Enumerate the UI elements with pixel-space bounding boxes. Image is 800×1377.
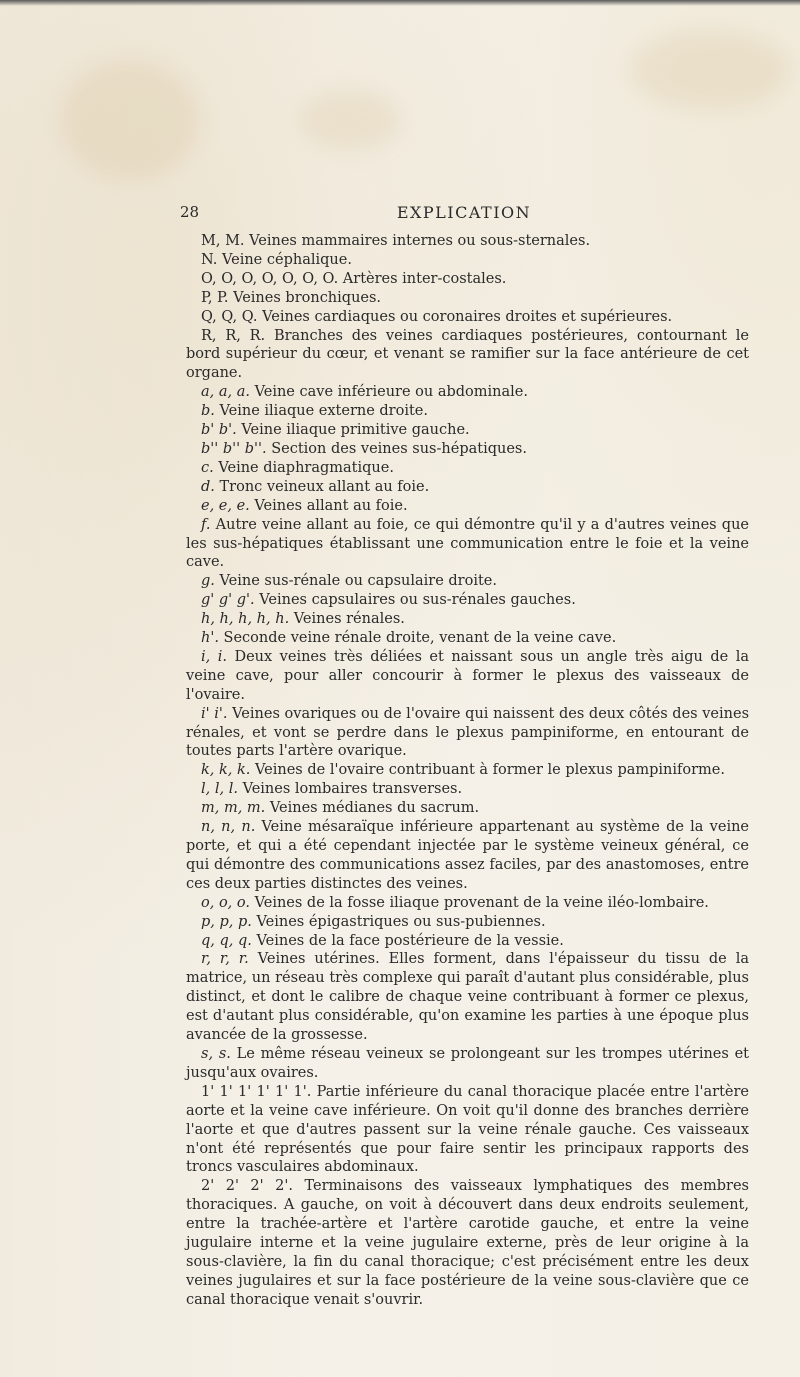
legend-description: Veines utérines. Elles forment, dans l'épaisseur du tissu de la matrice, un réseau très complexe qui paraît d'autant plus considérable, plus distinct, et dont le calibre de chaque veine contribuant à former ce plexus, est d'autant plus considérable, qu'on examine les parties à une époque plus avancée de la grossesse. xyxy=(186,951,750,1044)
legend-description: Section des veines sus-hépatiques. xyxy=(266,440,527,457)
legend-entry xyxy=(186,1177,749,1309)
legend-entry xyxy=(186,478,749,497)
legend-key: r, r, r. xyxy=(201,951,249,968)
legend-key: b'' b'' b''. xyxy=(201,440,267,457)
legend-description: Veines rénales. xyxy=(289,611,405,628)
running-title: EXPLICATION xyxy=(396,203,532,222)
legend-description: Veines capsulaires ou sus-rénales gauches. xyxy=(254,592,576,609)
legend-key: d. xyxy=(201,478,215,495)
legend-key: h'. xyxy=(201,630,219,647)
legend-description: Autre veine allant au foie, ce qui démontre qu'il y a d'autres veines que les sus-hépatiques établissant une communication entre le foie et la veine cave. xyxy=(186,516,749,571)
legend-description: Veines de la fosse iliaque provenant de la veine iléo-lombaire. xyxy=(249,894,709,911)
legend-entry xyxy=(186,516,749,573)
legend-entry xyxy=(186,1045,749,1083)
legend-key: a, a, a. xyxy=(201,384,250,401)
legend-key: P, P. xyxy=(201,289,229,306)
legend-entry xyxy=(186,289,749,308)
legend-key: M, M. xyxy=(201,233,245,249)
legend-key: i, i. xyxy=(201,648,227,665)
page-number: 28 xyxy=(180,203,200,221)
legend-description: Artères inter-costales. xyxy=(338,270,507,287)
legend-key: e, e, e. xyxy=(201,497,250,514)
legend-description: Partie inférieure du canal thoracique placée entre l'artère aorte et la veine cave inférieure. On voit qu'il donne des branches derrière l'aorte et que d'autres passent sur la veine rénale gauche. Ces vaisseaux n'ont été représentés que pour faire sentir les principaux rapports des troncs vasculaires abdominaux. xyxy=(186,1083,749,1176)
legend-entry xyxy=(186,818,749,894)
legend-entry xyxy=(186,327,749,384)
legend-key: m, m, m. xyxy=(201,800,266,817)
legend-entry xyxy=(186,913,749,932)
legend-description: Veines ovariques ou de l'ovaire qui naissent des deux côtés des veines rénales, et vont se perdre dans le plexus pampiniforme, en entourant de toutes parts l'artère ovarique. xyxy=(186,705,750,760)
legend-entry xyxy=(186,629,749,648)
legend-description: Veines cardiaques ou coronaires droites et supérieures. xyxy=(257,308,673,325)
legend-key: N. xyxy=(201,251,218,268)
legend-description: Veines bronchiques. xyxy=(228,289,382,306)
legend-key: g' g' g'. xyxy=(201,592,255,609)
legend-description: Veines médianes du sacrum. xyxy=(265,800,480,817)
legend-description: Deux veines très déliées et naissant sous un angle très aigu de la veine cave, pour aller concourir à former le plexus des vaisseaux de l'ovaire. xyxy=(186,648,749,703)
legend-description: Veines de la face postérieure de la vessie. xyxy=(251,932,564,949)
legend-description: Veines allant au foie. xyxy=(249,497,408,514)
legend-description: Seconde veine rénale droite, venant de la veine cave. xyxy=(218,630,617,647)
foxing-stain xyxy=(300,90,400,150)
legend-entry xyxy=(186,950,749,1045)
legend-entry xyxy=(186,894,749,913)
legend-description: Veine sus-rénale ou capsulaire droite. xyxy=(214,573,497,590)
legend-key: q, q, q. xyxy=(201,932,252,949)
legend-description: Veines lombaires transverses. xyxy=(237,781,463,798)
legend-key: O, O, O, O, O, O, O. xyxy=(201,270,339,287)
legend-entry xyxy=(186,402,749,421)
foxing-stain xyxy=(60,60,200,180)
legend-key: l, l, l. xyxy=(201,781,238,798)
legend-entry xyxy=(186,497,749,516)
legend-key: i' i'. xyxy=(201,705,228,722)
legend-entry xyxy=(186,705,749,762)
legend-entry xyxy=(186,932,749,951)
page-header xyxy=(180,203,748,225)
legend-description: Veine iliaque externe droite. xyxy=(214,403,428,420)
legend-entry xyxy=(186,761,749,780)
legend-description: Tronc veineux allant au foie. xyxy=(214,478,430,495)
legend-entry xyxy=(186,308,749,327)
legend-key: b' b'. xyxy=(201,422,237,439)
legend-key: f. xyxy=(201,516,211,533)
legend-entry xyxy=(186,251,749,270)
legend-entry xyxy=(186,440,749,459)
legend-key: k, k, k. xyxy=(201,762,251,779)
legend-key: R, R, R. xyxy=(201,327,266,344)
legend-description: Veine céphalique. xyxy=(217,251,352,268)
legend-key: n, n, n. xyxy=(201,819,256,836)
explication-text xyxy=(186,232,749,1310)
legend-entry xyxy=(186,610,749,629)
legend-description: Veine mésaraïque inférieure appartenant au système de la veine porte, et qui a été cependant injectée par le système veineux général, ce qui démontre des communications assez faciles, par des anastomoses, entre ces deux parties distinctes des veines. xyxy=(186,819,750,892)
page-top-edge xyxy=(0,0,800,6)
legend-key: 2' 2' 2' 2'. xyxy=(201,1178,293,1195)
legend-description: Terminaisons des vaisseaux lymphatiques des membres thoraciques. A gauche, on voit à découvert dans deux endroits seulement, entre la trachée-artère et l'artère carotide gauche, et entre la veine jugulaire interne et la veine jugulaire externe, près de leur origine à la sous-clavière, la fin du canal thoracique; c'est précisément entre les deux veines jugulaires et sur la face postérieure de la veine sous-clavière que ce canal thoracique venait s'ouvrir. xyxy=(186,1178,749,1308)
legend-entry xyxy=(186,799,749,818)
legend-description: Veine cave inférieure ou abdominale. xyxy=(249,384,528,401)
legend-key: Q, Q, Q. xyxy=(201,308,258,325)
legend-description: Le même réseau veineux se prolongeant sur les trompes utérines et jusqu'aux ovaires. xyxy=(186,1045,750,1081)
legend-entry xyxy=(186,421,749,440)
legend-description: Veine iliaque primitive gauche. xyxy=(236,422,470,439)
legend-entry xyxy=(186,232,749,251)
legend-entry xyxy=(186,780,749,799)
legend-key: b. xyxy=(201,403,215,420)
legend-description: Veines mammaires internes ou sous-sternales. xyxy=(244,233,591,249)
foxing-stain xyxy=(630,30,790,110)
legend-entry xyxy=(186,270,749,289)
legend-entry xyxy=(186,572,749,591)
legend-key: h, h, h, h, h. xyxy=(201,611,290,628)
legend-entry xyxy=(186,1083,749,1178)
legend-entry xyxy=(186,648,749,705)
legend-description: Veine diaphragmatique. xyxy=(213,459,394,476)
legend-key: g. xyxy=(201,573,215,590)
legend-entry xyxy=(186,591,749,610)
legend-key: s, s. xyxy=(201,1045,231,1062)
legend-key: c. xyxy=(201,459,214,476)
legend-description: Branches des veines cardiaques postérieures, contournant le bord supérieur du cœur, et venant se ramifier sur la face antérieure de cet organe. xyxy=(186,327,749,382)
legend-entry xyxy=(186,383,749,402)
legend-description: Veines de l'ovaire contribuant à former le plexus pampiniforme. xyxy=(250,762,725,779)
legend-description: Veines épigastriques ou sus-pubiennes. xyxy=(251,913,546,930)
legend-entry xyxy=(186,459,749,478)
legend-key: p, p, p. xyxy=(201,913,252,930)
legend-key: o, o, o. xyxy=(201,894,250,911)
legend-key: 1' 1' 1' 1' 1' 1'. xyxy=(201,1083,312,1100)
